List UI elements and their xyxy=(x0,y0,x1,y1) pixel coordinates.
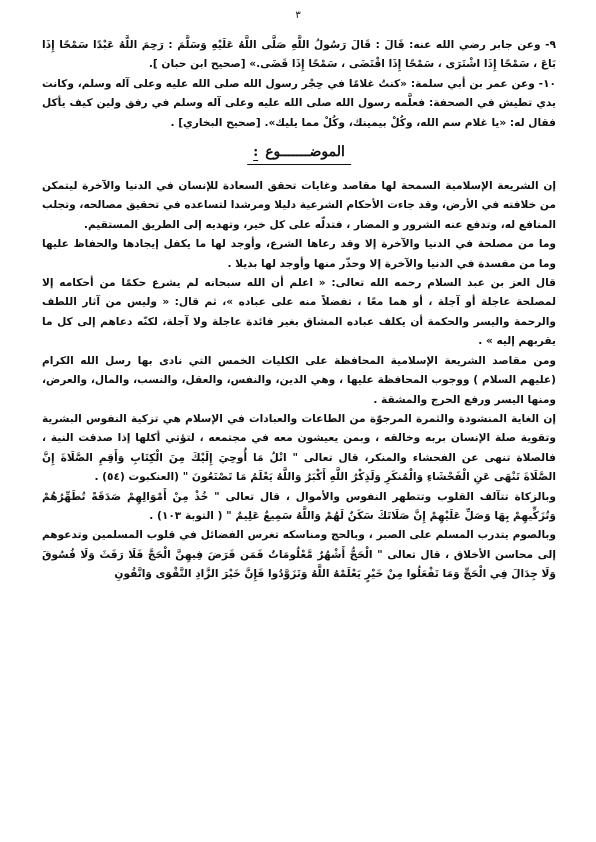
section-title-colon: : xyxy=(253,144,259,161)
section-title: الموضـــــــوع xyxy=(265,144,345,161)
page-content xyxy=(42,36,556,585)
page-number: ٣ xyxy=(295,10,301,21)
section-heading xyxy=(247,143,351,165)
body-paragraph: إن الغاية المنشودة والثمرة المرجوّة من الطاعات والعبادات في الإسلام هي تزكية النفوس البشرية وتقوية صلة الإنسان بربه وخالقه ، وبمن يعيشون معه في مجتمعه ، لتؤتي أكلها إذا صدقت النية ، فالصلاة تنهى عن الفحشاء والمنكر، قال تعالى " اتْلُ مَا أُوحِيَ إِلَيْكَ مِنَ الْكِتَابِ وَأَقِمِ الصَّلَاةَ إِنَّ الصَّلَاةَ تَنْهَى عَنِ الْفَحْشَاءِ وَالْمُنكَرِ وَلَذِكْرُ اللَّهِ أَكْبَرُ وَاللَّهُ يَعْلَمُ مَا تَصْنَعُونَ " (العنكبوت (٥٤) . xyxy=(42,412,556,484)
section-heading-container xyxy=(42,133,556,177)
hadith-paragraph: ١٠- وعن عمر بن أبي سلمة: «كنتُ غلامًا في حِجْر رسول الله صلى الله عليه وعلى آله وسلم، وكانت يدي تطيش في الصحفة: فعلَّمه رسول الله صلى الله عليه وعلى آله وسلم في رفق ولين كيف يأكل فقال له: «يا غلام سم الله، وكُلْ بيمينك، وكُلْ مما يليك». [صحيح البخاري] . xyxy=(42,77,556,129)
body-paragraph: وما من مصلحة في الدنيا والآخرة إلا وقد رعاها الشرع، وأوجد لها ما يكفل إيجادها والحفاظ عليها وما من مفسدة في الدنيا والآخرة إلا وحذّر منها وأوجد لها بديلا . xyxy=(42,238,556,270)
body-paragraph: ومن مقاصد الشريعة الإسلامية المحافظة على الكليات الخمس التي نادى بها رسل الله الكرام (عليهم السلام ) ووجوب المحافظة عليها ، وهي الدين، والنفس، والعقل، والنسب، والمال، والعرض، ومنها اليسر ورفع الحرج والمشقة . xyxy=(42,354,556,406)
body-paragraph: وبالصوم يتدرب المسلم على الصبر ، وبالحج ومناسكه تغرس الفضائل في قلوب المسلمين وتدعوهم إلى محاسن الأخلاق ، قال تعالى " الْحَجُّ أَشْهُرٌ مَّعْلُومَاتٌ فَمَن فَرَضَ فِيهِنَّ الْحَجَّ فَلَا رَفَثَ وَلَا فُسُوقَ وَلَا جِدَالَ فِي الْحَجِّ وَمَا تَفْعَلُوا مِنْ خَيْرٍ يَعْلَمْهُ اللَّهُ وَتَزَوَّدُوا فَإِنَّ خَيْرَ الزَّادِ التَّقْوَى وَاتَّقُونِ xyxy=(42,529,556,581)
body-paragraph: وبالزكاة تتآلف القلوب وتتطهر النفوس والأموال ، قال تعالى " خُذْ مِنْ أَمْوَالِهِمْ صَدَقَةً تُطَهِّرُهُمْ وَتُزَكِّيهِمْ بِهَا وَصَلِّ عَلَيْهِمْ إِنَّ صَلَاتَكَ سَكَنٌ لَهُمْ وَاللَّهُ سَمِيعٌ عَلِيمٌ " ( التوبة ١٠٣) . xyxy=(42,490,556,522)
body-paragraph: قال العز بن عبد السلام رحمه الله تعالى: « اعلم أن الله سبحانه لم يشرع حكمًا من أحكامه إلا لمصلحة عاجلة أو آجلة ، أو هما معًا ، تفضلاً منه على عباده »، ثم قال: « وليس من آثار اللطف والرحمة واليسر والحكمة أن يكلف عباده المشاق بغير فائدة عاجلة ولا آجلة، لكنّه دعاهم إلى كل ما يقربهم إليه » . xyxy=(42,277,556,348)
body-paragraph: إن الشريعة الإسلامية السمحة لها مقاصد وغايات تحقق السعادة للإنسان في الدنيا والآخرة ليتمكن من خلافته في الأرض، وقد جاءت الأحكام الشرعية دليلا ومرشدا لتساعده في تحقيق مصالحه، وتجلب المنافع له، وتدفع عنه الشرور و المضار ، فتدلّه على كل خير، وتهديه إلى الطريق المستقيم. xyxy=(42,180,556,231)
hadith-paragraph: ٩- وعن جابر رضي الله عنه: قَالَ : قَالَ رَسُولُ اللَّهِ صَلَّى اللَّهُ عَلَيْهِ وَسَلَّمَ : رَحِمَ اللَّهُ عَبْدًا سَمْحًا إِذَا بَاعَ ، سَمْحًا إِذَا اشْتَرَى ، سَمْحًا إِذَا اقْتَضَى ، سَمْحًا إِذَا قَضَى.» [صحيح ابن حبان ]. xyxy=(42,39,556,71)
